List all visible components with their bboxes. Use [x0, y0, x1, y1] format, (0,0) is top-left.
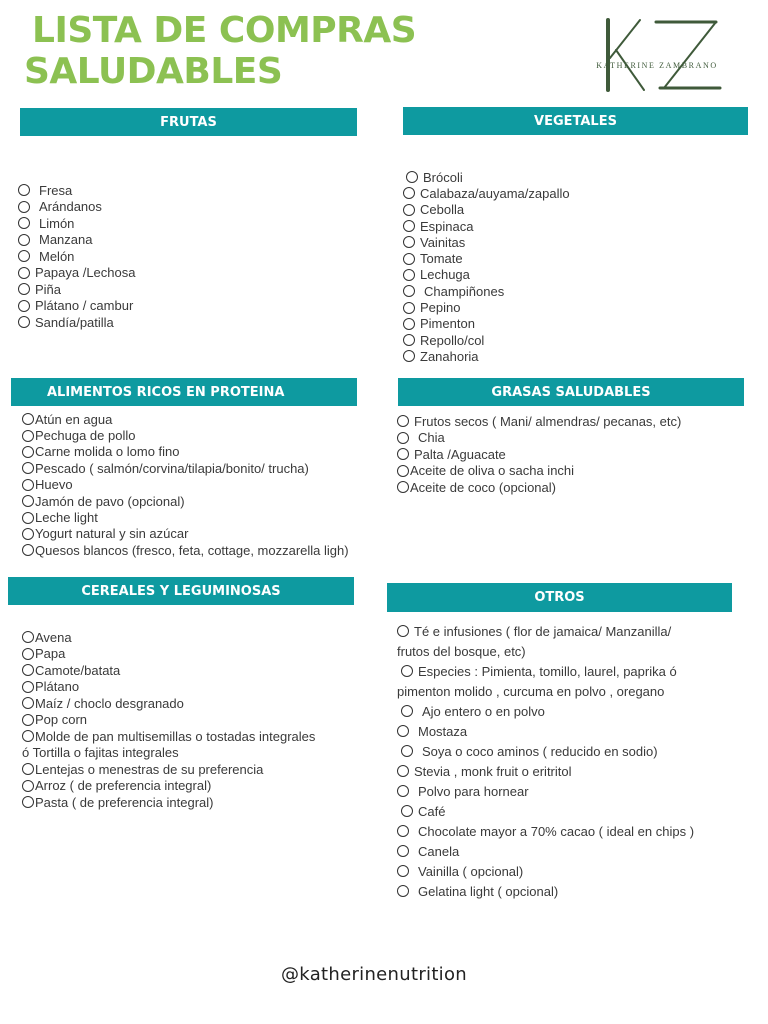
checkbox-circle-icon[interactable] — [397, 825, 409, 837]
list-item[interactable] — [397, 781, 694, 801]
item-label: Jamón de pavo (opcional) — [35, 493, 185, 509]
item-label: Plátano / cambur — [35, 298, 134, 314]
item-label: Repollo/col — [420, 332, 485, 348]
item-label: Pepino — [420, 300, 461, 316]
logo-caption: KATHERINE ZAMBRANO — [596, 61, 718, 70]
checkbox-circle-icon[interactable] — [18, 217, 30, 229]
list-otros — [397, 621, 694, 901]
checkbox-circle-icon[interactable] — [22, 763, 34, 775]
list-item[interactable] — [403, 283, 570, 299]
list-item-continuation — [22, 745, 315, 762]
social-handle: @katherinenutrition — [280, 964, 468, 985]
list-item[interactable] — [397, 661, 694, 681]
list-item[interactable] — [22, 646, 315, 663]
item-label: pimenton molido , curcuma en polvo , oregano — [397, 683, 665, 699]
checkbox-circle-icon[interactable] — [406, 171, 418, 183]
checkbox-circle-icon[interactable] — [22, 697, 34, 709]
list-item[interactable] — [397, 413, 681, 430]
item-label: Calabaza/auyama/zapallo — [420, 185, 570, 201]
item-label: Leche light — [35, 510, 98, 526]
list-item[interactable] — [18, 265, 135, 282]
item-label: Zanahoria — [420, 348, 479, 364]
item-label: Lechuga — [420, 267, 470, 283]
checkbox-circle-icon[interactable] — [401, 745, 413, 757]
list-item[interactable] — [18, 199, 135, 216]
checkbox-circle-icon[interactable] — [397, 465, 409, 477]
list-item[interactable] — [403, 218, 570, 234]
list-item[interactable] — [397, 741, 694, 761]
item-label: Polvo para hornear — [418, 783, 529, 799]
item-label: Sandía/patilla — [35, 314, 114, 330]
item-label: Fresa — [39, 182, 73, 198]
item-label: Melón — [39, 248, 75, 264]
checkbox-circle-icon[interactable] — [22, 648, 34, 660]
item-label: Espinaca — [420, 218, 474, 234]
item-label: Molde de pan multisemillas o tostadas integrales — [35, 728, 316, 744]
item-label: Camote/batata — [35, 662, 121, 678]
checkbox-circle-icon[interactable] — [22, 495, 34, 507]
header-otros: OTROS — [387, 583, 732, 612]
list-item[interactable] — [22, 662, 315, 679]
item-label: Especies : Pimienta, tomillo, laurel, paprika ó — [418, 663, 677, 679]
list-item[interactable] — [403, 299, 570, 315]
checkbox-circle-icon[interactable] — [22, 664, 34, 676]
checkbox-circle-icon[interactable] — [18, 316, 30, 328]
item-label: Piña — [35, 281, 62, 297]
checkbox-circle-icon[interactable] — [22, 446, 34, 458]
checkbox-circle-icon[interactable] — [401, 805, 413, 817]
list-item[interactable] — [22, 778, 315, 795]
list-item[interactable] — [397, 801, 694, 821]
list-item[interactable] — [403, 234, 570, 250]
checkbox-circle-icon[interactable] — [22, 413, 34, 425]
checkbox-circle-icon[interactable] — [18, 283, 30, 295]
checkbox-circle-icon[interactable] — [397, 765, 409, 777]
checkbox-circle-icon[interactable] — [22, 528, 34, 540]
item-label: Atún en agua — [35, 411, 113, 427]
checkbox-circle-icon[interactable] — [403, 220, 415, 232]
item-label: Brócoli — [423, 169, 463, 185]
item-label: Gelatina light ( opcional) — [418, 883, 559, 899]
header-frutas: FRUTAS — [20, 108, 357, 136]
item-label: Limón — [39, 215, 75, 231]
checkbox-circle-icon[interactable] — [22, 796, 34, 808]
item-label: Frutos secos ( Mani/ almendras/ pecanas, etc) — [414, 413, 682, 429]
list-item[interactable] — [22, 542, 349, 558]
checkbox-circle-icon[interactable] — [401, 665, 413, 677]
item-label: Papa — [35, 646, 66, 662]
list-item[interactable] — [22, 427, 349, 443]
list-item[interactable] — [22, 477, 349, 493]
list-item[interactable] — [22, 728, 315, 745]
checkbox-circle-icon[interactable] — [397, 432, 409, 444]
item-label: ó Tortilla o fajitas integrales — [22, 745, 179, 761]
checkbox-circle-icon[interactable] — [18, 267, 30, 279]
header-proteina: ALIMENTOS RICOS EN PROTEINA — [11, 378, 357, 406]
checkbox-circle-icon[interactable] — [397, 865, 409, 877]
item-label: Arroz ( de preferencia integral) — [35, 778, 212, 794]
checkbox-circle-icon[interactable] — [18, 250, 30, 262]
list-item[interactable] — [18, 182, 135, 199]
item-label: Pechuga de pollo — [35, 428, 136, 444]
item-label: Té e infusiones ( flor de jamaica/ Manzanilla/ — [414, 623, 672, 639]
list-item[interactable] — [22, 493, 349, 509]
checkbox-circle-icon[interactable] — [403, 350, 415, 362]
list-item[interactable] — [22, 460, 349, 476]
item-label: Vainitas — [420, 234, 466, 250]
checkbox-circle-icon[interactable] — [403, 204, 415, 216]
header-vegetales: VEGETALES — [403, 107, 748, 135]
item-label: Chia — [418, 430, 445, 446]
list-item[interactable] — [22, 695, 315, 712]
header-cereales: CEREALES Y LEGUMINOSAS — [8, 577, 354, 605]
list-item[interactable] — [18, 314, 135, 331]
list-grasas — [397, 413, 681, 496]
item-label: Lentejas o menestras de su preferencia — [35, 761, 264, 777]
list-item[interactable] — [18, 281, 135, 298]
list-item-continuation — [397, 681, 694, 701]
item-label: Mostaza — [418, 723, 468, 739]
checkbox-circle-icon[interactable] — [18, 184, 30, 196]
checkbox-circle-icon[interactable] — [403, 318, 415, 330]
list-item[interactable] — [397, 446, 681, 463]
item-label: Carne molida o lomo fino — [35, 444, 180, 460]
list-item[interactable] — [403, 169, 570, 185]
checkbox-circle-icon[interactable] — [401, 705, 413, 717]
list-item[interactable] — [403, 202, 570, 218]
checkbox-circle-icon[interactable] — [397, 845, 409, 857]
checkbox-circle-icon[interactable] — [18, 201, 30, 213]
list-item[interactable] — [18, 298, 135, 315]
title-line-2: SALUDABLES — [24, 51, 283, 92]
checkbox-circle-icon[interactable] — [18, 300, 30, 312]
checkbox-circle-icon[interactable] — [22, 512, 34, 524]
checkbox-circle-icon[interactable] — [22, 462, 34, 474]
item-label: Huevo — [35, 477, 73, 493]
list-item[interactable] — [22, 712, 315, 729]
checkbox-circle-icon[interactable] — [22, 730, 34, 742]
item-label: Pescado ( salmón/corvina/tilapia/bonito/ trucha) — [35, 460, 309, 476]
list-item[interactable] — [403, 348, 570, 364]
checkbox-circle-icon[interactable] — [397, 448, 409, 460]
list-item[interactable] — [397, 821, 694, 841]
item-label: Avena — [35, 629, 72, 645]
checkbox-circle-icon[interactable] — [22, 430, 34, 442]
checkbox-circle-icon[interactable] — [397, 885, 409, 897]
list-item[interactable] — [18, 215, 135, 232]
item-label: Canela — [418, 843, 460, 859]
list-vegetales — [403, 169, 570, 365]
item-label: Quesos blancos (fresco, feta, cottage, mozzarella ligh) — [35, 542, 349, 558]
checkbox-circle-icon[interactable] — [18, 234, 30, 246]
item-label: Vainilla ( opcional) — [418, 863, 524, 879]
checkbox-circle-icon[interactable] — [403, 187, 415, 199]
list-item[interactable] — [397, 463, 681, 480]
checkbox-circle-icon[interactable] — [22, 631, 34, 643]
list-item-continuation — [397, 641, 694, 661]
list-item[interactable] — [397, 430, 681, 447]
list-item[interactable] — [397, 701, 694, 721]
item-label: Champiñones — [424, 283, 505, 299]
checkbox-circle-icon[interactable] — [22, 780, 34, 792]
item-label: Soya o coco aminos ( reducido en sodio) — [422, 743, 658, 759]
list-item[interactable] — [22, 526, 349, 542]
item-label: Arándanos — [39, 199, 102, 215]
list-item[interactable] — [403, 185, 570, 201]
list-item[interactable] — [22, 794, 315, 811]
list-item[interactable] — [22, 509, 349, 525]
item-label: Pasta ( de preferencia integral) — [35, 794, 214, 810]
list-item[interactable] — [397, 881, 694, 901]
item-label: Chocolate mayor a 70% cacao ( ideal en chips ) — [418, 823, 695, 839]
item-label: Stevia , monk fruit o eritritol — [414, 763, 572, 779]
item-label: Aceite de oliva o sacha inchi — [410, 463, 575, 479]
checkbox-circle-icon[interactable] — [22, 714, 34, 726]
item-label: Manzana — [39, 232, 93, 248]
item-label: Palta /Aguacate — [414, 446, 506, 462]
checkbox-circle-icon[interactable] — [397, 415, 409, 427]
list-item[interactable] — [22, 629, 315, 646]
checkbox-circle-icon[interactable] — [22, 544, 34, 556]
checkbox-circle-icon[interactable] — [403, 253, 415, 265]
list-frutas — [18, 182, 135, 331]
list-item[interactable] — [22, 679, 315, 696]
header-grasas: GRASAS SALUDABLES — [398, 378, 744, 406]
list-item[interactable] — [22, 761, 315, 778]
list-item[interactable] — [22, 444, 349, 460]
list-item[interactable] — [397, 621, 694, 641]
list-cereales — [22, 629, 315, 811]
checkbox-circle-icon[interactable] — [397, 725, 409, 737]
list-item[interactable] — [403, 316, 570, 332]
checkbox-circle-icon[interactable] — [397, 785, 409, 797]
checkbox-circle-icon[interactable] — [397, 481, 409, 493]
item-label: Cebolla — [420, 202, 465, 218]
checkbox-circle-icon[interactable] — [403, 285, 415, 297]
checkbox-circle-icon[interactable] — [22, 681, 34, 693]
list-item[interactable] — [397, 861, 694, 881]
list-item[interactable] — [403, 332, 570, 348]
checkbox-circle-icon[interactable] — [397, 625, 409, 637]
list-item[interactable] — [397, 841, 694, 861]
item-label: Pop corn — [35, 712, 88, 728]
item-label: Plátano — [35, 679, 80, 695]
list-item[interactable] — [397, 479, 681, 496]
item-label: Tomate — [420, 251, 463, 267]
item-label: Pimenton — [420, 316, 475, 332]
item-label: Maíz / choclo desgranado — [35, 695, 184, 711]
list-item[interactable] — [18, 248, 135, 265]
checkbox-circle-icon[interactable] — [403, 302, 415, 314]
checkbox-circle-icon[interactable] — [403, 269, 415, 281]
list-item[interactable] — [397, 761, 694, 781]
kz-monogram-icon — [582, 14, 732, 94]
list-item[interactable] — [403, 267, 570, 283]
brand-logo — [582, 14, 732, 94]
page-title — [24, 10, 416, 92]
item-label: frutos del bosque, etc) — [397, 643, 526, 659]
list-item[interactable] — [397, 721, 694, 741]
list-item[interactable] — [18, 232, 135, 249]
title-line-1: LISTA DE COMPRAS — [32, 10, 417, 51]
checkbox-circle-icon[interactable] — [403, 334, 415, 346]
item-label: Ajo entero o en polvo — [422, 703, 545, 719]
list-item[interactable] — [22, 411, 349, 427]
item-label: Papaya /Lechosa — [35, 265, 136, 281]
list-item[interactable] — [403, 250, 570, 266]
checkbox-circle-icon[interactable] — [22, 479, 34, 491]
checkbox-circle-icon[interactable] — [403, 236, 415, 248]
item-label: Yogurt natural y sin azúcar — [35, 526, 189, 542]
item-label: Aceite de coco (opcional) — [410, 479, 556, 495]
item-label: Café — [418, 803, 446, 819]
list-proteina — [22, 411, 349, 559]
